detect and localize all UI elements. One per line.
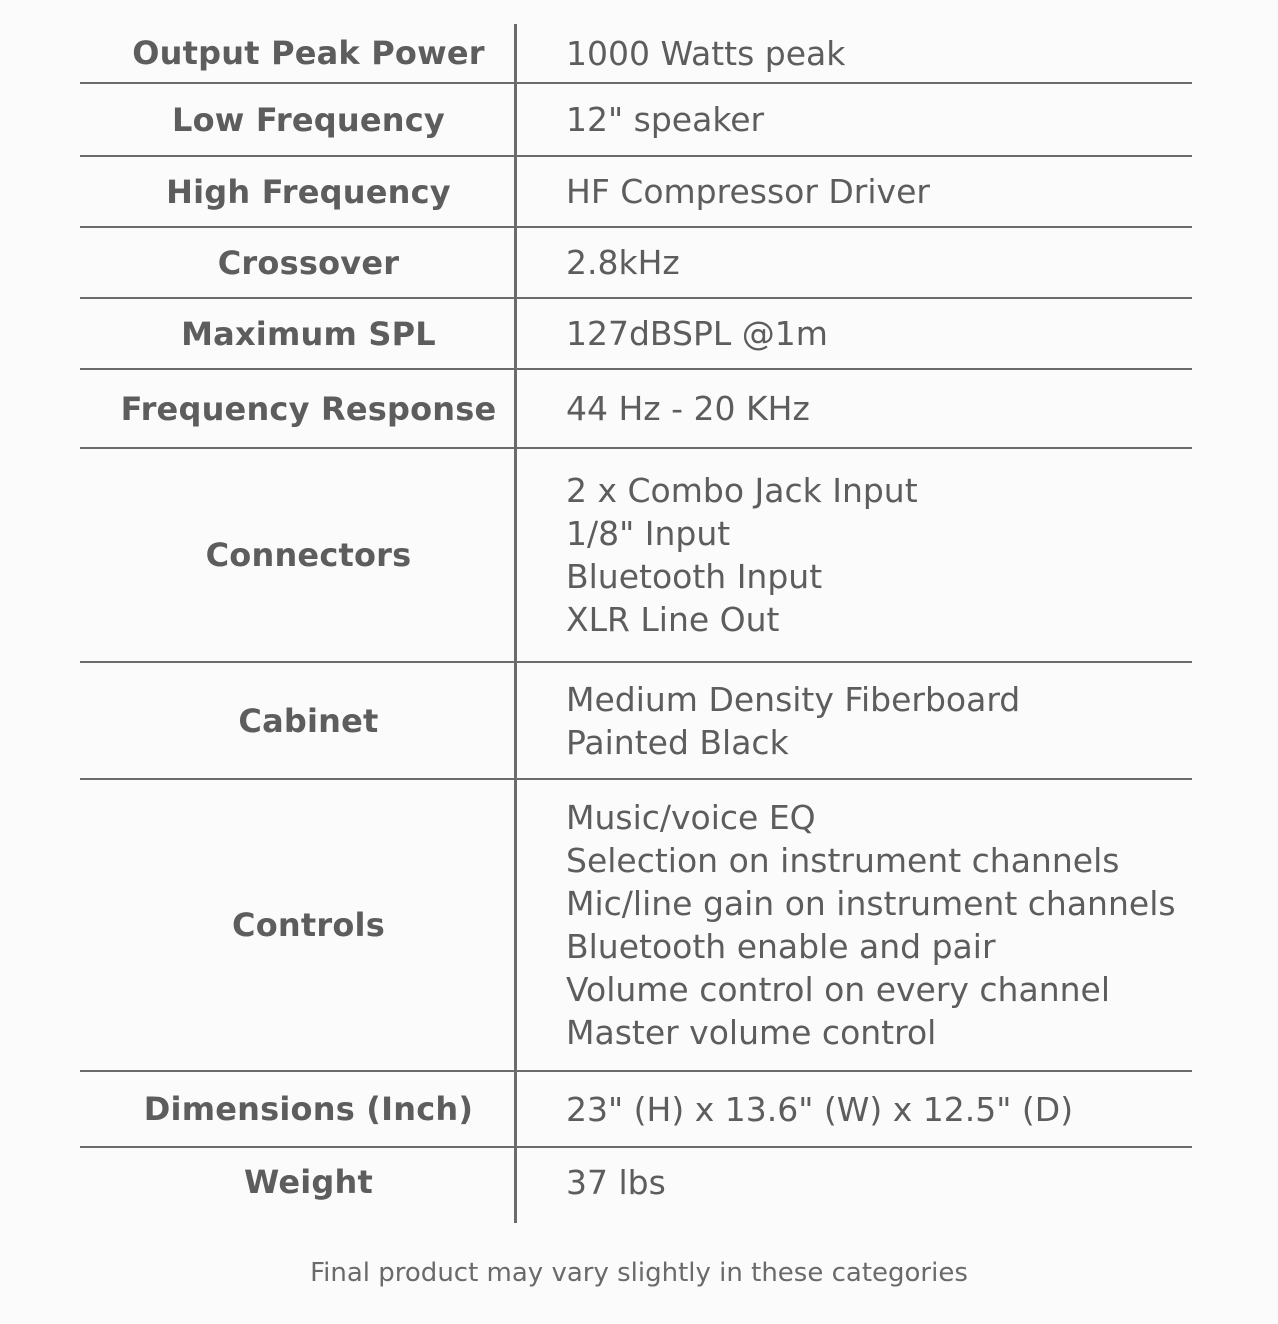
spec-value-line: Music/voice EQ [566,798,816,837]
spec-label: Cabinet [238,701,379,740]
spec-row-controls [80,780,1192,1072]
spec-value-line: Painted Black [566,722,789,762]
spec-label: Output Peak Power [132,34,485,72]
spec-value [566,678,1020,764]
spec-value-line: Master volume control [566,1013,937,1052]
spec-value-line: 12" speaker [566,100,765,139]
spec-value [566,312,828,355]
spec-value-line: 127dBSPL @1m [566,314,828,353]
spec-value-line: Bluetooth enable and pair [566,927,996,966]
footnote: Final product may vary slightly in these categories [310,1258,968,1288]
spec-value [566,387,810,430]
spec-row-low-frequency [80,84,1192,157]
spec-value-line: 2 x Combo Jack Input [566,471,918,510]
spec-value [566,170,930,213]
spec-row-high-frequency [80,157,1192,228]
spec-value-line: 44 Hz - 20 KHz [566,389,810,428]
spec-value-line: XLR Line Out [566,600,780,639]
spec-label: Crossover [217,243,400,282]
spec-value-line: Mic/line gain on instrument channels [566,884,1176,923]
spec-row-cabinet [80,663,1192,780]
spec-value-line: Selection on instrument channels [566,841,1120,880]
spec-value [566,469,918,641]
spec-value-line: HF Compressor Driver [566,172,930,211]
spec-value-line: 1/8" Input [566,514,731,553]
spec-row-dimensions [80,1072,1192,1148]
spec-value-line: 37 lbs [566,1162,666,1202]
spec-table [80,24,1192,1216]
spec-value [566,32,845,75]
spec-value [566,1088,1073,1131]
spec-value [566,1161,666,1204]
spec-value [566,241,680,284]
spec-label: Maximum SPL [181,314,436,353]
spec-label: Low Frequency [172,100,445,139]
spec-value-line: 1000 Watts peak [566,33,846,73]
spec-row-crossover [80,228,1192,299]
spec-label: Dimensions (Inch) [143,1090,474,1128]
spec-value-line: Volume control on every channel [566,970,1111,1009]
spec-row-output-peak-power [80,24,1192,84]
spec-label: Controls [232,906,385,944]
spec-value [566,98,764,141]
spec-value-line: Bluetooth Input [566,557,823,596]
spec-value-line: 2.8kHz [566,243,680,282]
spec-value-line: 23" (H) x 13.6" (W) x 12.5" (D) [566,1089,1074,1129]
spec-label: Connectors [205,536,412,574]
spec-value-line: Medium Density Fiberboard [566,679,1021,719]
spec-row-weight [80,1148,1192,1216]
spec-label: Weight [243,1163,373,1201]
spec-row-maximum-spl [80,299,1192,370]
spec-value [566,796,1176,1054]
spec-label: High Frequency [166,172,451,211]
spec-row-frequency-response [80,370,1192,449]
spec-label: Frequency Response [120,389,497,428]
spec-row-connectors [80,449,1192,663]
